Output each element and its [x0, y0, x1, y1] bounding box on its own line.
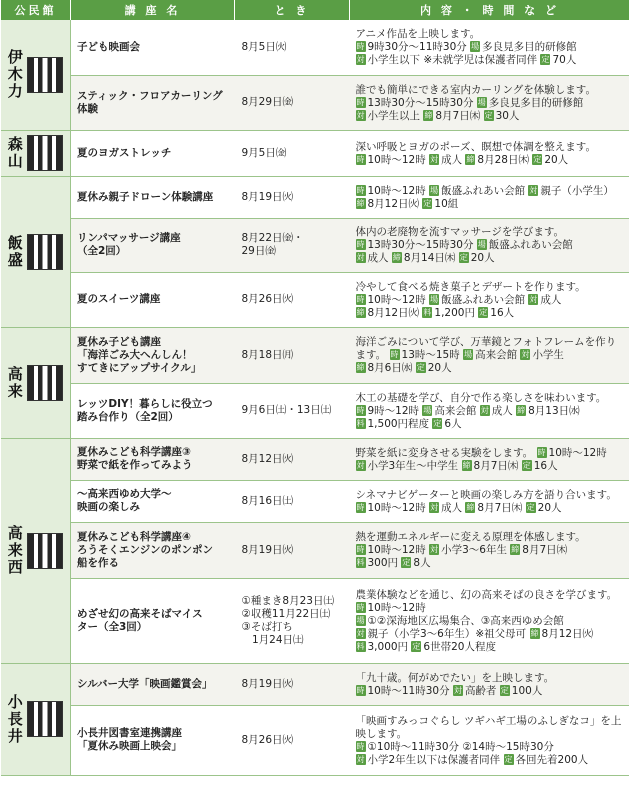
header-date: と き — [235, 0, 350, 20]
target-icon: 対 — [430, 502, 439, 512]
header-hall: 公民館 — [1, 0, 71, 20]
time-icon: 時 — [356, 97, 365, 107]
place-icon: 場 — [471, 42, 480, 52]
capacity-icon: 定 — [504, 754, 513, 764]
course-content: アニメ作品を上映します。 時 9時30分～11時30分 場 多良見多目的研修館 対 小学生以下 ※未就学児は保護者同伴 定 70人 — [350, 20, 629, 75]
hall-takaku — [1, 327, 71, 438]
deadline-icon: 締 — [466, 154, 475, 164]
course-title: 夏のヨガストレッチ — [71, 130, 235, 176]
course-content: 「映画すみっコぐらし ツギハギ工場のふしぎなコ」を上 映します。 時 ①10時～11時30分 ②14時～15時30分 対 小学2年生以下は保護者同伴 定 各回先着200人 — [350, 705, 629, 775]
target-icon: 対 — [529, 185, 538, 195]
qr-code-icon[interactable] — [27, 701, 63, 737]
course-date: 8月16日㈯ — [235, 480, 350, 522]
time-icon: 時 — [356, 602, 365, 612]
table-row — [1, 130, 629, 176]
qr-code-icon[interactable] — [27, 533, 63, 569]
qr-code-icon[interactable] — [27, 57, 63, 93]
target-icon: 対 — [356, 253, 365, 262]
course-date: 8月26日㈫ — [235, 705, 350, 775]
place-icon: 場 — [477, 97, 486, 107]
place-icon: 場 — [356, 615, 365, 625]
fee-icon: 料 — [356, 641, 365, 651]
capacity-icon: 定 — [402, 558, 411, 567]
hall-name-char: 井 — [7, 726, 23, 745]
table-row — [1, 218, 629, 272]
time-icon: 時 — [356, 185, 365, 195]
table-row — [1, 578, 629, 663]
hall-name-char: 力 — [7, 82, 23, 101]
target-icon: 対 — [521, 350, 530, 359]
course-date: 8月19日㈫ — [235, 522, 350, 578]
capacity-icon: 定 — [541, 55, 550, 65]
deadline-icon: 締 — [517, 405, 526, 415]
table-row — [1, 663, 629, 705]
capacity-icon: 定 — [416, 363, 425, 372]
hall-name-char: 伊 — [7, 48, 23, 67]
time-icon: 時 — [356, 405, 365, 415]
target-icon: 対 — [430, 154, 439, 164]
course-title: 小長井図書室連携講座 「夏休み映画上映会」 — [71, 705, 235, 775]
course-date: 8月12日㈫ — [235, 438, 350, 480]
time-icon: 時 — [356, 294, 365, 304]
hall-ikiriki — [1, 20, 71, 130]
course-title: 夏休み親子ドローン体験講座 — [71, 176, 235, 218]
time-icon: 時 — [356, 545, 365, 554]
header-row — [1, 0, 629, 20]
course-date: 8月5日㈫ — [235, 20, 350, 75]
target-icon: 対 — [356, 460, 365, 470]
hall-name-char: 来 — [7, 541, 23, 559]
time-icon: 時 — [356, 154, 365, 164]
capacity-icon: 定 — [484, 110, 493, 120]
place-icon: 場 — [423, 405, 432, 415]
table-row — [1, 272, 629, 327]
course-date: 9月6日㈯・13日㈯ — [235, 383, 350, 438]
course-title: レッツDIY！暮らしに役立つ 踏み台作り（全2回） — [71, 383, 235, 438]
hall-name-char: 高 — [7, 364, 23, 383]
fee-icon: 料 — [356, 558, 365, 567]
course-date: 8月19日㈫ — [235, 176, 350, 218]
hall-name-char: 西 — [7, 558, 23, 576]
hall-name-char: 高 — [7, 524, 23, 542]
place-icon: 場 — [430, 294, 439, 304]
course-title: 夏休み子ども講座 「海洋ごみ大へんしん！ すてきにアップサイクル」 — [71, 327, 235, 383]
target-icon: 対 — [356, 628, 365, 638]
table-row — [1, 438, 629, 480]
course-content: 誰でも簡単にできる室内カーリングを体験します。 時 13時30分～15時30分 場 多良見多目的研修館 対 小学生以上 締 8月7日㈭ 定 30人 — [350, 75, 629, 130]
table-row — [1, 383, 629, 438]
course-title: ～高来西ゆめ大学～ 映画の楽しみ — [71, 480, 235, 522]
deadline-icon: 締 — [530, 628, 539, 638]
deadline-icon: 締 — [356, 363, 365, 372]
capacity-icon: 定 — [500, 685, 509, 695]
target-icon: 対 — [356, 110, 365, 120]
hall-name-char: 盛 — [7, 250, 23, 269]
table-row — [1, 176, 629, 218]
fee-icon: 料 — [356, 418, 365, 428]
course-title: 子ども映画会 — [71, 20, 235, 75]
deadline-icon: 締 — [392, 253, 401, 262]
header-course: 講 座 名 — [71, 0, 235, 20]
capacity-icon: 定 — [459, 253, 468, 262]
table-row — [1, 327, 629, 383]
course-title: シルバー大学「映画鑑賞会」 — [71, 663, 235, 705]
course-date: 8月19日㈫ — [235, 663, 350, 705]
capacity-icon: 定 — [479, 307, 488, 317]
course-content: 冷やして食べる焼き菓子とデザートを作ります。 時 10時～12時 場 飯盛ふれあい会館 対 成人 締 8月12日㈫ 料 1,200円 定 16人 — [350, 272, 629, 327]
course-content: 熱を運動エネルギーに変える原理を体感します。 時 10時～12時 対 小学3～6年生 締 8月7日㈭ 料 300円 定 8人 — [350, 522, 629, 578]
course-date: 8月22日㈮・ 29日㈮ — [235, 218, 350, 272]
course-title: めざせ幻の高来そばマイス ター（全3回） — [71, 578, 235, 663]
course-content: 時 10時～12時 場 飯盛ふれあい会館 対 親子（小学生） 締 8月12日㈫ 定 10組 — [350, 176, 629, 218]
qr-code-icon[interactable] — [27, 365, 63, 401]
hall-name-char: 来 — [7, 381, 23, 400]
course-content: シネマナビゲーターと映画の楽しみ方を語り合います。 時 10時～12時 対 成人 締 8月7日㈭ 定 20人 — [350, 480, 629, 522]
time-icon: 時 — [356, 240, 365, 249]
target-icon: 対 — [356, 754, 365, 764]
course-title: 夏休みこども科学講座④ ろうそくエンジンのポンポン 船を作る — [71, 522, 235, 578]
capacity-icon: 定 — [522, 460, 531, 470]
course-date: 9月5日㈮ — [235, 130, 350, 176]
time-icon: 時 — [356, 741, 365, 751]
time-icon: 時 — [390, 350, 399, 359]
course-date: 8月18日㈪ — [235, 327, 350, 383]
capacity-icon: 定 — [533, 154, 542, 164]
table-row — [1, 522, 629, 578]
deadline-icon: 締 — [356, 307, 365, 317]
table-row — [1, 480, 629, 522]
table-row — [1, 20, 629, 75]
course-content: 体内の老廃物を流すマッサージを学びます。 時 13時30分～15時30分 場 飯盛ふれあい会館 対 成人 締 8月14日㈭ 定 20人 — [350, 218, 629, 272]
place-icon: 場 — [464, 350, 473, 359]
time-icon: 時 — [356, 685, 365, 695]
hall-name-char: 山 — [7, 152, 23, 170]
deadline-icon: 締 — [462, 460, 471, 470]
capacity-icon: 定 — [433, 418, 442, 428]
time-icon: 時 — [537, 447, 546, 457]
hall-iimori — [1, 176, 71, 327]
deadline-icon: 締 — [424, 110, 433, 120]
hall-konagai — [1, 663, 71, 775]
capacity-icon: 定 — [526, 502, 535, 512]
deadline-icon: 締 — [466, 502, 475, 512]
course-content: 野菜を紙に変身させる実験をします。 時 10時～12時 対 小学3年生～中学生 締 8月7日㈭ 定 16人 — [350, 438, 629, 480]
place-icon: 場 — [477, 240, 486, 249]
course-content: 農業体験などを通じ、幻の高来そばの良さを学びます。 時 10時～12時 場 ①②深海地区広場集合、③高来西ゆめ会館 対 親子（小学3～6年生）※祖父母可 締 8月12日㈫ 料 3,000円 定 6世帯20人程度 — [350, 578, 629, 663]
course-content: 海洋ごみについて学び、万華鏡とフォトフレームを作り ます。 時 13時～15時 場 高来会館 対 小学生 締 8月6日㈬ 定 20人 — [350, 327, 629, 383]
course-title: 夏休みこども科学講座③ 野菜で紙を作ってみよう — [71, 438, 235, 480]
course-date: 8月29日㈮ — [235, 75, 350, 130]
hall-name-char: 小 — [7, 692, 23, 711]
course-title: 夏のスイーツ講座 — [71, 272, 235, 327]
target-icon: 対 — [480, 405, 489, 415]
header-content: 内 容 ・ 時 間 な ど — [350, 0, 629, 20]
course-date: 8月26日㈫ — [235, 272, 350, 327]
hall-name-char: 長 — [7, 709, 23, 728]
capacity-icon: 定 — [423, 198, 432, 208]
target-icon: 対 — [529, 294, 538, 304]
target-icon: 対 — [356, 55, 365, 65]
course-content: 木工の基礎を学び、自分で作る楽しさを味わいます。 時 9時～12時 場 高来会館 対 成人 締 8月13日㈬ 料 1,500円程度 定 6人 — [350, 383, 629, 438]
table-row — [1, 75, 629, 130]
time-icon: 時 — [356, 42, 365, 52]
hall-name-char: 飯 — [7, 233, 23, 252]
time-icon: 時 — [356, 502, 365, 512]
deadline-icon: 締 — [356, 198, 365, 208]
course-date: ①種まき8月23日㈯ ②収穫11月22日㈯ ③そば打ち 1月24日㈯ — [235, 578, 350, 663]
course-content: 「九十歳。何がめでたい」を上映します。 時 10時～11時30分 対 高齢者 定 100人 — [350, 663, 629, 705]
table-row — [1, 705, 629, 775]
target-icon: 対 — [453, 685, 462, 695]
qr-code-icon[interactable] — [27, 234, 63, 270]
deadline-icon: 締 — [511, 545, 520, 554]
course-title: スティック・フロアカーリング 体験 — [71, 75, 235, 130]
hall-moriyama — [1, 130, 71, 176]
course-content: 深い呼吸とヨガのポーズ、瞑想で体調を整えます。 時 10時～12時 対 成人 締 8月28日㈭ 定 20人 — [350, 130, 629, 176]
hall-name-char: 森 — [7, 135, 23, 153]
course-title: リンパマッサージ講座 （全2回） — [71, 218, 235, 272]
hall-name-char: 木 — [7, 65, 23, 84]
qr-code-icon[interactable] — [27, 135, 63, 171]
hall-takakunishi — [1, 438, 71, 663]
target-icon: 対 — [430, 545, 439, 554]
capacity-icon: 定 — [412, 641, 421, 651]
fee-icon: 料 — [423, 307, 432, 317]
place-icon: 場 — [430, 185, 439, 195]
